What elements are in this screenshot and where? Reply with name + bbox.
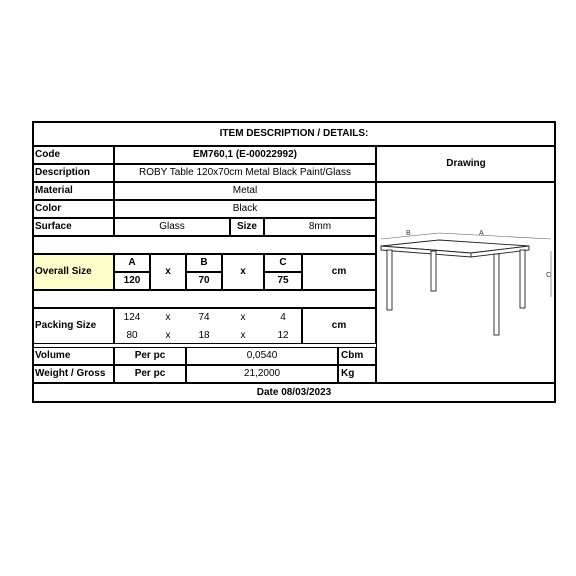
footer-date: Date 08/03/2023 <box>32 383 556 403</box>
packing-r1-a: 124 <box>123 312 141 323</box>
packing-r2-c: 12 <box>277 330 289 341</box>
overall-a-label: A <box>114 254 150 272</box>
spacer-row-1 <box>32 236 376 254</box>
spacer-row-2 <box>32 290 376 308</box>
packing-r2-a: 80 <box>126 330 138 341</box>
weight-value: 21,2000 <box>186 365 338 383</box>
overall-size-label: Overall Size <box>32 254 114 290</box>
overall-unit: cm <box>302 254 376 290</box>
color-value: Black <box>114 200 376 218</box>
overall-x-2: x <box>222 254 264 290</box>
drawing-area <box>376 182 556 383</box>
material-value: Metal <box>114 182 376 200</box>
material-label: Material <box>32 182 114 200</box>
surface-value: Glass <box>114 218 230 236</box>
packing-r2-x1: x <box>165 330 171 341</box>
size-label: Size <box>230 218 264 236</box>
overall-x-1: x <box>150 254 186 290</box>
volume-unit: Cbm <box>338 347 376 365</box>
code-value: EM760,1 (E-00022992) <box>114 146 376 164</box>
sheet-title: ITEM DESCRIPTION / DETAILS: <box>32 121 556 146</box>
dim-a-label: A <box>479 230 484 237</box>
overall-c-label: C <box>264 254 302 272</box>
packing-r1-b: 74 <box>198 312 210 323</box>
overall-a-value: 120 <box>114 272 150 290</box>
packing-r1-x2: x <box>240 312 246 323</box>
weight-label: Weight / Gross <box>32 365 114 383</box>
packing-values-box <box>114 308 302 344</box>
packing-r2-b: 18 <box>198 330 210 341</box>
dim-c-label: C <box>546 272 552 279</box>
item-details-sheet <box>32 121 556 403</box>
volume-value: 0,0540 <box>186 347 338 365</box>
surface-label: Surface <box>32 218 114 236</box>
packing-r2-x2: x <box>240 330 246 341</box>
weight-per: Per pc <box>114 365 186 383</box>
description-value: ROBY Table 120x70cm Metal Black Paint/Glass <box>114 164 376 182</box>
drawing-label: Drawing <box>376 146 556 182</box>
packing-r1-x1: x <box>165 312 171 323</box>
code-label: Code <box>32 146 114 164</box>
size-value: 8mm <box>264 218 376 236</box>
overall-b-value: 70 <box>186 272 222 290</box>
packing-unit: cm <box>302 308 376 344</box>
overall-b-label: B <box>186 254 222 272</box>
dim-b-label: B <box>406 230 411 237</box>
table-drawing <box>377 229 555 349</box>
weight-unit: Kg <box>338 365 376 383</box>
color-label: Color <box>32 200 114 218</box>
overall-c-value: 75 <box>264 272 302 290</box>
packing-size-label: Packing Size <box>32 308 114 344</box>
packing-r1-c: 4 <box>280 312 286 323</box>
volume-per: Per pc <box>114 347 186 365</box>
volume-label: Volume <box>32 347 114 365</box>
description-label: Description <box>32 164 114 182</box>
